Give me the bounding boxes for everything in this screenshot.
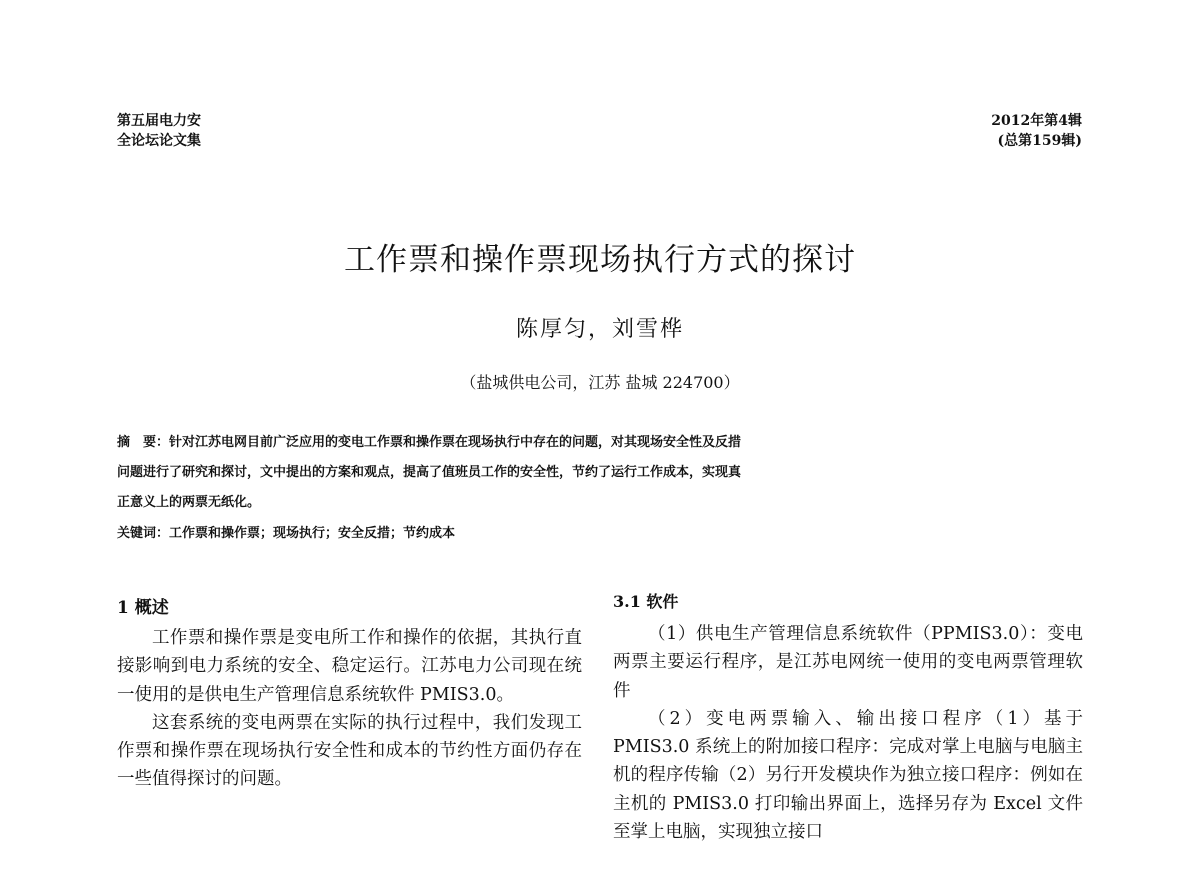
keywords (117, 522, 455, 541)
keywords-label: 关键词： (117, 526, 170, 541)
issue-number: 2012年第4辑 (991, 113, 1082, 129)
section-heading-overview: 1 概述 (117, 598, 169, 618)
abstract-line: 正意义上的两票无纸化。 (117, 495, 261, 510)
paragraph: （2）变电两票输入、输出接口程序（1）基于 PMIS3.0 系统上的附加接口程序：完成对掌上电脑与电脑主机的程序传输（2）另行开发模块作为独立接口程序：例如在主机的 PMIS3.0 打印输出界面上，选择另存为 Excel 文件至掌上电脑，实现独立接口 (613, 708, 1083, 843)
abstract (117, 428, 1047, 518)
journal-name-line1: 第五届电力安 (117, 113, 201, 129)
right-column (613, 620, 1083, 846)
authors: 陈厚匀，刘雪桦 (515, 317, 684, 342)
paper-title: 工作票和操作票现场执行方式的探讨 (344, 242, 856, 278)
abstract-label: 摘 要： (117, 435, 170, 450)
issue-info (991, 111, 1082, 151)
keywords-text: 工作票和操作票；现场执行；安全反措；节约成本 (169, 526, 456, 541)
issue-total: (总第159辑) (997, 133, 1082, 149)
abstract-line: 针对江苏电网目前广泛应用的变电工作票和操作票在现场执行中存在的问题，对其现场安全性及反措 (169, 435, 742, 450)
left-column (117, 624, 582, 794)
paragraph: 这套系统的变电两票在实际的执行过程中，我们发现工作票和操作票在现场执行安全性和成本的节约性方面仍存在一些值得探讨的问题。 (117, 712, 582, 790)
journal-name-line2: 全论坛论文集 (117, 133, 201, 149)
journal-name (117, 111, 201, 151)
paragraph: （1）供电生产管理信息系统软件（PPMIS3.0）：变电两票主要运行程序，是江苏电网统一使用的变电两票管理软件 (613, 624, 1083, 701)
affiliation: （盐城供电公司，江苏 盐城 224700） (460, 373, 740, 392)
abstract-line: 问题进行了研究和探讨，文中提出的方案和观点，提高了值班员工作的安全性，节约了运行工作成本，实现真 (117, 465, 742, 480)
section-heading-software: 3.1 软件 (613, 592, 679, 611)
paragraph: 工作票和操作票是变电所工作和操作的依据，其执行直接影响到电力系统的安全、稳定运行。江苏电力公司现在统一使用的是供电生产管理信息系统软件 PMIS3.0。 (117, 628, 582, 705)
